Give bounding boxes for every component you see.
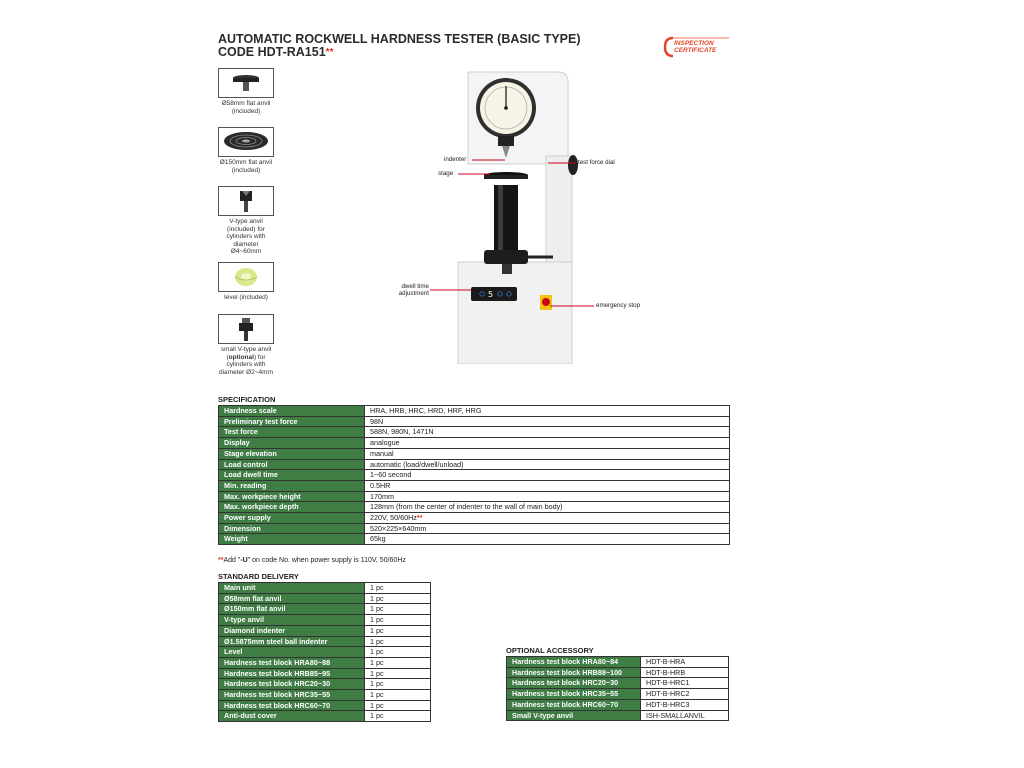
specification-table xyxy=(218,405,730,545)
row-label: Weight xyxy=(219,534,365,545)
table-row xyxy=(219,491,730,502)
row-label: V-type anvil xyxy=(219,615,365,626)
row-label: Display xyxy=(219,438,365,449)
row-label: Hardness test block HRC20~30 xyxy=(219,679,365,690)
table-row xyxy=(219,406,730,417)
row-label: Hardness test block HRC35~55 xyxy=(219,690,365,701)
table-row xyxy=(219,604,431,615)
row-value: 128mm (from the center of indenter to the wall of main body) xyxy=(365,502,730,513)
title-line-1: AUTOMATIC ROCKWELL HARDNESS TESTER (BASIC TYPE) xyxy=(218,32,581,46)
row-label: Power supply xyxy=(219,513,365,524)
row-label: Hardness test block HRB85~95 xyxy=(219,668,365,679)
row-label: Hardness test block HRC20~30 xyxy=(507,678,641,689)
table-row xyxy=(219,523,730,534)
row-label: Ø58mm flat anvil xyxy=(219,593,365,604)
standard-delivery-table xyxy=(218,582,431,722)
table-row xyxy=(219,679,431,690)
table-row xyxy=(219,700,431,711)
row-label: Hardness scale xyxy=(219,406,365,417)
optional-accessory-heading: OPTIONAL ACCESSORY xyxy=(506,646,594,655)
row-label: Load dwell time xyxy=(219,470,365,481)
optional-accessory-table xyxy=(506,656,729,721)
row-label: Max. workpiece height xyxy=(219,491,365,502)
row-value: 0.5HR xyxy=(365,480,730,491)
row-value: 1 pc xyxy=(365,668,431,679)
row-label: Preliminary test force xyxy=(219,416,365,427)
row-value: HDT-B-HRA xyxy=(641,657,729,668)
table-row xyxy=(219,625,431,636)
row-value: 588N, 980N, 1471N xyxy=(365,427,730,438)
row-value: 1 pc xyxy=(365,593,431,604)
title-mark: ** xyxy=(325,47,334,58)
row-value: 1 pc xyxy=(365,615,431,626)
row-value: HDT-B-HRB xyxy=(641,667,729,678)
row-label: Small V-type anvil xyxy=(507,710,641,721)
row-value: 1 pc xyxy=(365,636,431,647)
row-value: 98N xyxy=(365,416,730,427)
row-value: 1 pc xyxy=(365,647,431,658)
table-row xyxy=(219,470,730,481)
row-value: ISH-SMALLANVIL xyxy=(641,710,729,721)
row-value: 1 pc xyxy=(365,700,431,711)
row-label: Hardness test block HRC35~55 xyxy=(507,689,641,700)
row-label: Test force xyxy=(219,427,365,438)
row-label: Hardness test block HRA80~84 xyxy=(507,657,641,668)
accessory-caption: Ø58mm flat anvil (included) xyxy=(221,100,271,115)
callout-dwell-time: dwell time adjustment xyxy=(398,283,429,297)
row-value: 1 pc xyxy=(365,583,431,594)
table-row xyxy=(219,593,431,604)
row-value: 170mm xyxy=(365,491,730,502)
footnote-mark: ** xyxy=(416,513,423,523)
row-value: HRA, HRB, HRC, HRD, HRF, HRG xyxy=(365,406,730,417)
table-row xyxy=(219,480,730,491)
row-label: Ø150mm flat anvil xyxy=(219,604,365,615)
row-value: 1 pc xyxy=(365,690,431,701)
row-value: 65kg xyxy=(365,534,730,545)
callout-indenter: indenter xyxy=(444,156,467,163)
row-label: Hardness test block HRB88~100 xyxy=(507,667,641,678)
table-row xyxy=(219,502,730,513)
row-label: Diamond indenter xyxy=(219,625,365,636)
display-digit: 5 xyxy=(488,290,494,299)
table-row xyxy=(219,448,730,459)
table-row xyxy=(219,615,431,626)
table-row xyxy=(219,534,730,545)
table-row xyxy=(219,647,431,658)
table-row xyxy=(507,689,729,700)
table-row xyxy=(219,690,431,701)
row-value: automatic (load/dwell/unload) xyxy=(365,459,730,470)
row-label: Main unit xyxy=(219,583,365,594)
row-label: Hardness test block HRA80~88 xyxy=(219,657,365,668)
table-row xyxy=(219,459,730,470)
callout-test-force-dial: test force dial xyxy=(578,159,615,166)
logo-line-1: INSPECTION xyxy=(674,40,714,47)
table-row xyxy=(507,678,729,689)
callout-emergency-stop: emergency stop xyxy=(596,302,641,309)
row-value: 1~60 second xyxy=(365,470,730,481)
table-row xyxy=(219,657,431,668)
row-value: 520×225×640mm xyxy=(365,523,730,534)
row-label: Hardness test block HRC60~70 xyxy=(507,699,641,710)
table-row xyxy=(507,699,729,710)
power-supply-note: **Add "-U" on code No. when power supply is 110V, 50/60Hz xyxy=(218,557,406,564)
table-row xyxy=(219,427,730,438)
row-label: Ø1.5875mm steel ball indenter xyxy=(219,636,365,647)
accessory-caption: small V-type anvil (optional) for cylinders with diameter Ø2~4mm xyxy=(218,346,273,376)
table-row xyxy=(507,667,729,678)
row-label: Dimension xyxy=(219,523,365,534)
row-value: 1 pc xyxy=(365,657,431,668)
row-value: 1 pc xyxy=(365,711,431,722)
row-label: Max. workpiece depth xyxy=(219,502,365,513)
table-row xyxy=(219,583,431,594)
table-row xyxy=(219,636,431,647)
row-value: HDT-B-HRC2 xyxy=(641,689,729,700)
table-row xyxy=(219,711,431,722)
standard-delivery-heading: STANDARD DELIVERY xyxy=(218,572,299,581)
row-value: 1 pc xyxy=(365,679,431,690)
product-code: CODE HDT-RA151 xyxy=(218,45,326,59)
row-label: Anti-dust cover xyxy=(219,711,365,722)
row-label: Min. reading xyxy=(219,480,365,491)
row-value: 1 pc xyxy=(365,625,431,636)
row-label: Level xyxy=(219,647,365,658)
accessory-caption: V-type anvil (included) for cylinders with diameter Ø4~60mm xyxy=(226,218,266,255)
callout-stage: stage xyxy=(438,170,454,177)
row-label: Stage elevation xyxy=(219,448,365,459)
row-label: Hardness test block HRC60~70 xyxy=(219,700,365,711)
logo-line-2: CERTIFICATE xyxy=(674,46,717,54)
table-row xyxy=(219,513,730,524)
row-value: analogue xyxy=(365,438,730,449)
accessory-caption: level (included) xyxy=(224,294,268,301)
table-row xyxy=(219,416,730,427)
row-value: HDT-B-HRC3 xyxy=(641,699,729,710)
row-value: 1 pc xyxy=(365,604,431,615)
row-value: 220V, 50/60Hz** xyxy=(365,513,730,524)
row-label: Load control xyxy=(219,459,365,470)
table-row xyxy=(507,710,729,721)
accessory-caption: Ø150mm flat anvil (included) xyxy=(219,159,273,174)
table-row xyxy=(507,657,729,668)
specification-heading: SPECIFICATION xyxy=(218,395,276,404)
row-value: manual xyxy=(365,448,730,459)
table-row xyxy=(219,668,431,679)
table-row xyxy=(219,438,730,449)
row-value: HDT-B-HRC1 xyxy=(641,678,729,689)
